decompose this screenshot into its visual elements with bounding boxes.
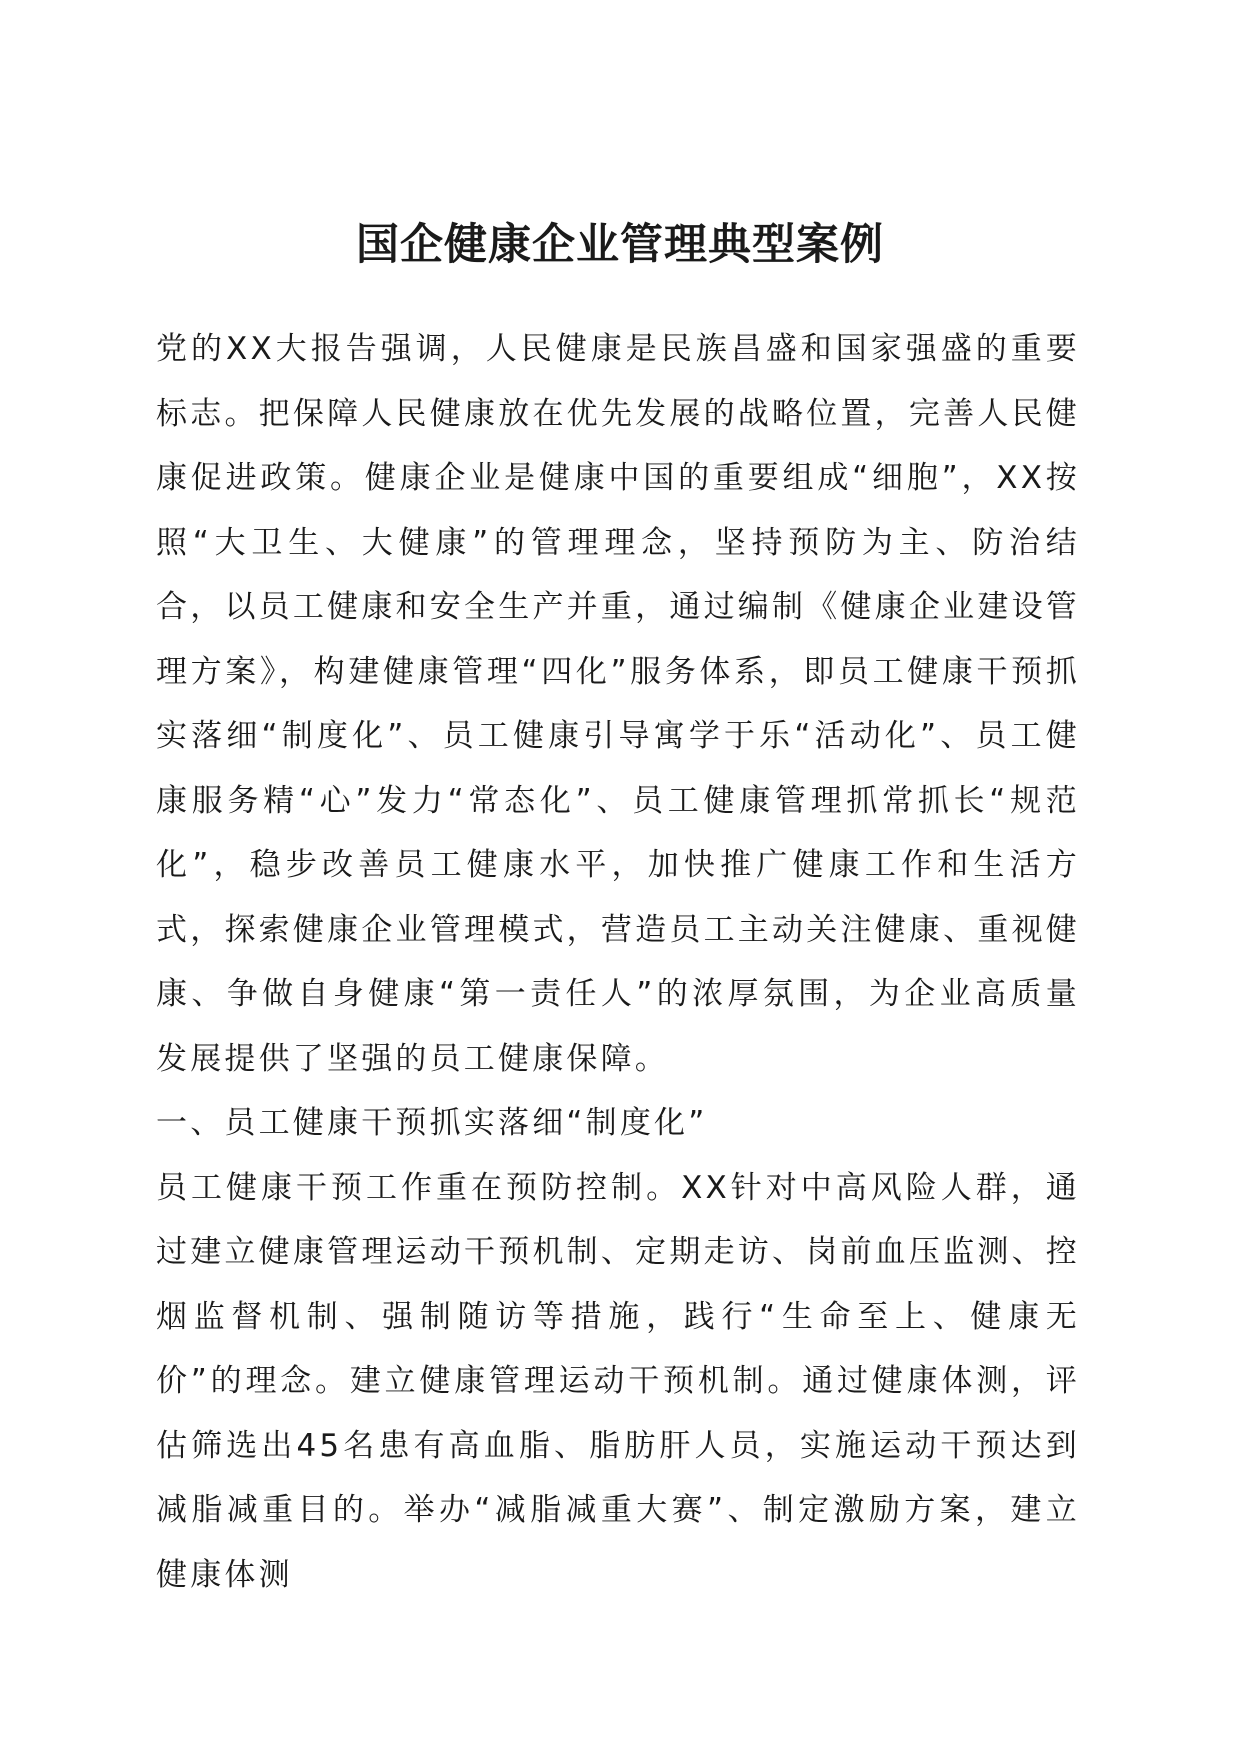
document-title: 国企健康企业管理典型案例 — [356, 220, 884, 270]
section-heading: 一、员工健康干预抓实落细“制度化” — [156, 1105, 708, 1141]
intro-paragraph: 党的XX大报告强调，人民健康是民族昌盛和国家强盛的重要标志。把保障人民健康放在优先发展的战略位置，完善人民健康促进政策。健康企业是健康中国的重要组成“细胞”，XX按照“大卫生、大健康”的管理理念，坚持预防为主、防治结合，以员工健康和安全生产并重，通过编制《健康企业建设管理方案》，构建健康管理“四化”服务体系，即员工健康干预抓实落细“制度化”、员工健康引导寓学于乐“活动化”、员工健康服务精“心”发力“常态化”、员工健康管理抓常抓长“规范化”，稳步改善员工健康水平，加快推广健康工作和生活方式，探索健康企业管理模式，营造员工主动关注健康、重视健康、争做自身健康“第一责任人”的浓厚氛围，为企业高质量发展提供了坚强的员工健康保障。 — [156, 331, 1080, 1077]
document-body — [156, 317, 1080, 1607]
section-paragraph: 员工健康干预工作重在预防控制。XX针对中高风险人群，通过建立健康管理运动干预机制、定期走访、岗前血压监测、控烟监督机制、强制随访等措施，践行“生命至上、健康无价”的理念。建立健康管理运动干预机制。通过健康体测，评估筛选出45名患有高血脂、脂肪肝人员，实施运动干预达到减脂减重目的。举办“减脂减重大赛”、制定激励方案，建立健康体测 — [156, 1169, 1080, 1593]
